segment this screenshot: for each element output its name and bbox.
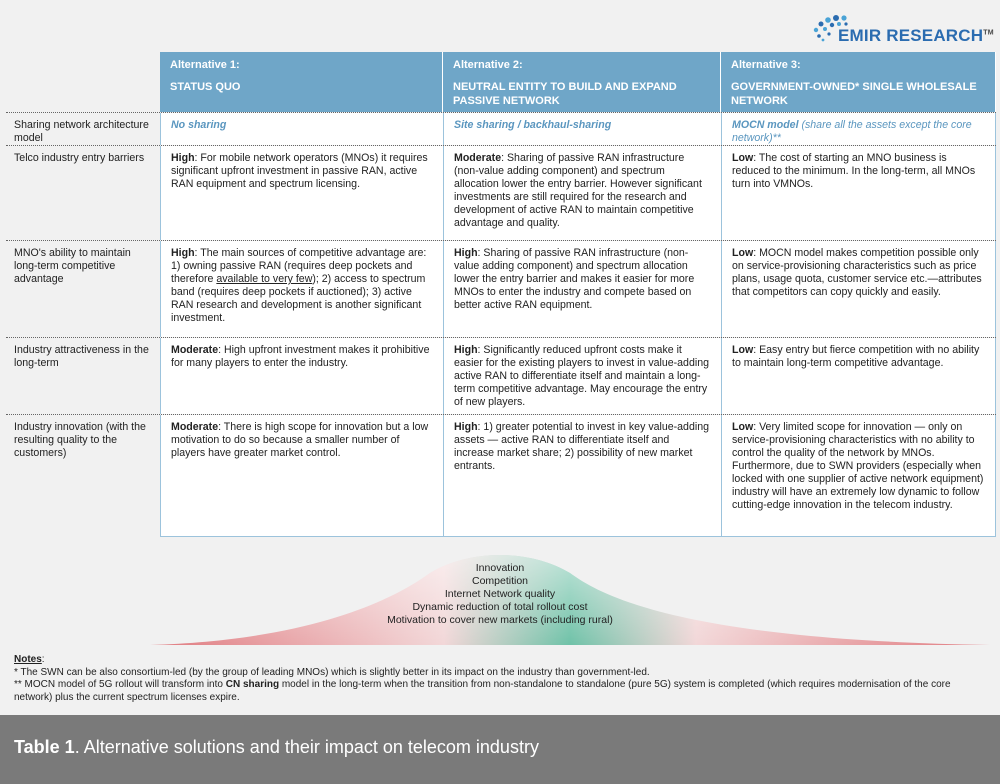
table-cell: Site sharing / backhaul-sharing bbox=[443, 113, 721, 145]
table-row bbox=[6, 145, 996, 240]
bell-label: Dynamic reduction of total rollout cost bbox=[412, 601, 588, 613]
emir-research-logo bbox=[808, 12, 994, 52]
table-cell: Low: Very limited scope for innovation — only on service-provisioning characteristics with no ability to control the quality of the network by MNOs. Furthermore, due to SWN providers (especially when locked with one supplier of active network equipment) industry will have an extremely low dynamic to follow cutting-edge innovation in the telecom industry. bbox=[721, 415, 996, 537]
bell-curve-labels bbox=[380, 562, 620, 627]
table-cell: High: Sharing of passive RAN infrastructure (non-value adding component) and spectrum allocation lower the entry barrier and makes it easier for more MNOs to enter the industry and compete based on better active RAN equipment. bbox=[443, 241, 721, 337]
row-label: Sharing network architecture model bbox=[14, 119, 149, 144]
bell-label: Motivation to cover new markets (including rural) bbox=[387, 614, 613, 626]
table-header-row bbox=[6, 52, 996, 112]
bell-label: Internet Network quality bbox=[444, 588, 556, 600]
table-cell: Moderate: There is high scope for innovation but a low motivation to do so because a smaller number of players have greater market control. bbox=[160, 415, 443, 537]
table-row bbox=[6, 414, 996, 537]
bell-label: Competition bbox=[471, 575, 529, 587]
row-label: Industry attractiveness in the long-term bbox=[14, 344, 149, 369]
note-1: * The SWN can be also consortium-led (by the group of leading MNOs) which is slightly better in its impact on the industry than government-led. bbox=[14, 666, 650, 678]
bell-label: Innovation bbox=[475, 562, 525, 574]
table-cell: Low: The cost of starting an MNO business is reduced to the minimum. In the long-term, all MNOs turn into VMNOs. bbox=[721, 146, 996, 240]
table-row bbox=[6, 240, 996, 337]
alternatives-table bbox=[6, 52, 996, 537]
table-cell: Moderate: High upfront investment makes it prohibitive for many players to enter the industry. bbox=[160, 338, 443, 414]
column-header-alt1: Alternative 1: STATUS QUO bbox=[160, 52, 443, 112]
table-cell: High: 1) greater potential to invest in key value-adding assets — active RAN to differentiate itself and increase market share; 2) possibility of new market entrants. bbox=[443, 415, 721, 537]
table-cell: High: Significantly reduced upfront costs make it easier for the existing players to invest in value-adding active RAN to differentiate itself and maintain a long-term competitive advantage. May encourage the entry of new players. bbox=[443, 338, 721, 414]
table-row bbox=[6, 337, 996, 414]
table-cell: No sharing bbox=[160, 113, 443, 145]
table-cell: Moderate: Sharing of passive RAN infrastructure (non-value adding component) and spectrum allocation lower the entry barrier. However significant investments are still required for the research and development of active RAN to maintain competitive advantage and quality. bbox=[443, 146, 721, 240]
notes-title: Notes bbox=[14, 654, 42, 665]
row-label: Industry innovation (with the resulting quality to the customers) bbox=[14, 421, 146, 459]
notes: Notes: * The SWN can be also consortium-led (by the group of leading MNOs) which is slightly better in its impact on the industry than government-led. ** MOCN model of 5G rollout will transform into CN sharing model in the long-term when the transition from non-standalone to standalone (pure 5G) system is completed (which requires modernisation of the core network) plus the current spectrum licenses expire. bbox=[14, 654, 989, 704]
row-label: MNO's ability to maintain long-term competitive advantage bbox=[14, 247, 131, 285]
column-header-alt2: Alternative 2: NEUTRAL ENTITY TO BUILD AND EXPAND PASSIVE NETWORK bbox=[443, 52, 721, 112]
logo-text: EMIR RESEARCH™ bbox=[838, 26, 994, 45]
table-cell: Low: Easy entry but fierce competition with no ability to maintain long-term competitive advantage. bbox=[721, 338, 996, 414]
table-row bbox=[6, 112, 996, 145]
row-label: Telco industry entry barriers bbox=[14, 152, 145, 164]
table-cell: Low: MOCN model makes competition possible only on service-provisioning characteristics such as price plans, usage quota, customer service etc.—attributes that competitors can copy quickly and easily. bbox=[721, 241, 996, 337]
column-header-alt3: Alternative 3: GOVERNMENT-OWNED* SINGLE WHOLESALE NETWORK bbox=[721, 52, 996, 112]
table-cell: MOCN model (share all the assets except the core network)** bbox=[721, 113, 996, 145]
note-2: ** MOCN model of 5G rollout will transform into CN sharing model in the long-term when the transition from non-standalone to standalone (pure 5G) system is completed (which requires modernisation of the core network) plus the current spectrum licenses expire. bbox=[14, 679, 951, 703]
table-caption: Table 1. Alternative solutions and their impact on telecom industry bbox=[0, 715, 1000, 784]
table-cell: High: The main sources of competitive advantage are: 1) owning passive RAN (requires deep pockets and therefore available to very few); 2) access to spectrum band (requires deep pockets if auctioned); 3) active RAN research and development is another significant investment. bbox=[160, 241, 443, 337]
table-cell: High: For mobile network operators (MNOs) it requires significant upfront investment in passive RAN, active RAN equipment and spectrum licensing. bbox=[160, 146, 443, 240]
